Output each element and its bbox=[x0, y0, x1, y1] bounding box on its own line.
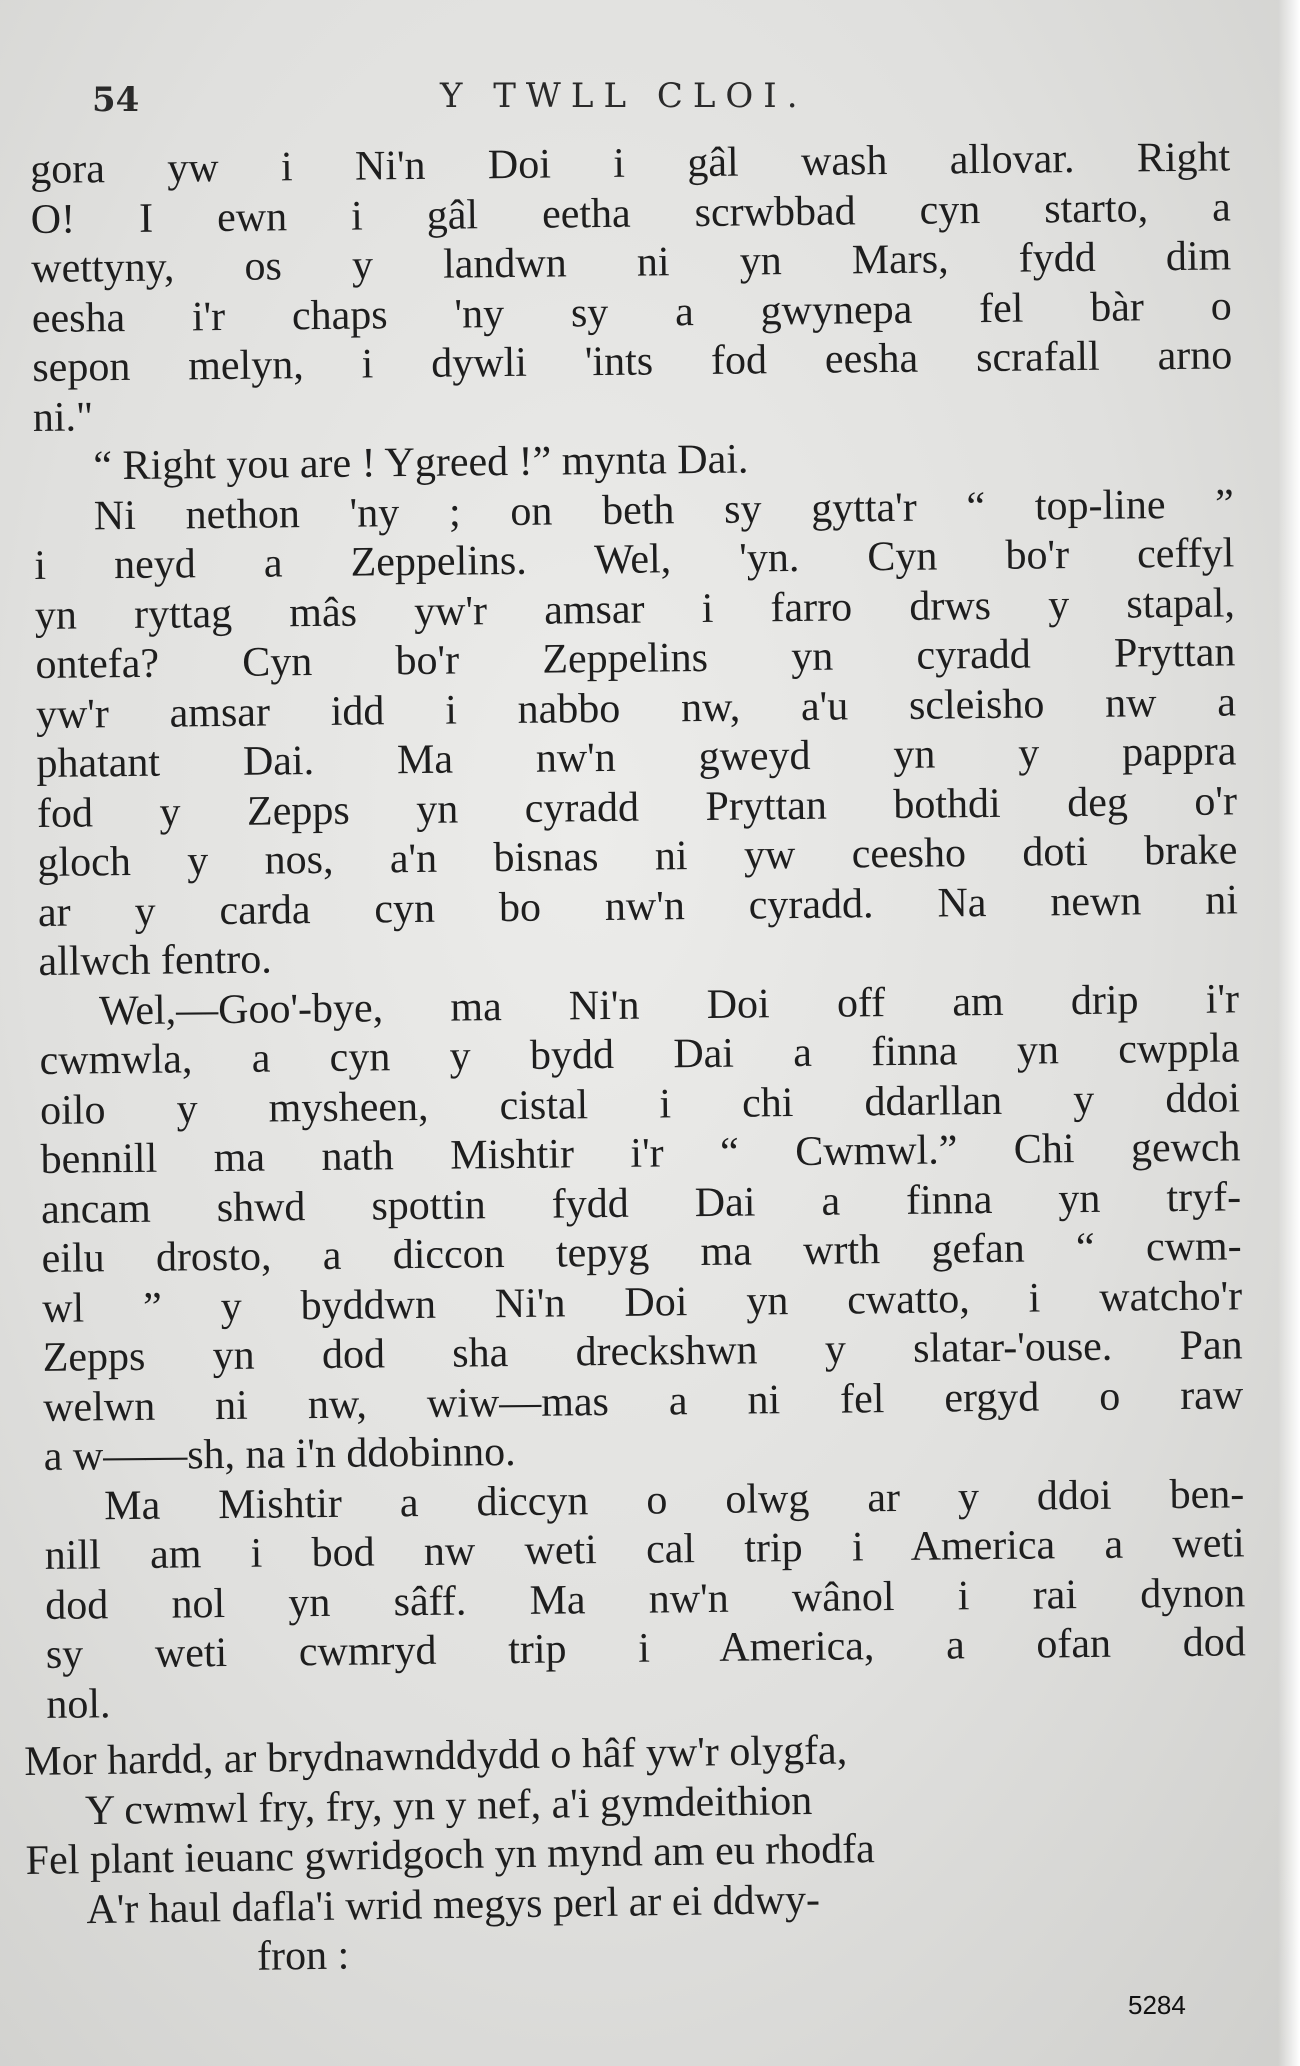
prose-line: gloch y nos, a'n bisnas ni yw ceesho doti brake bbox=[37, 827, 1238, 886]
prose-line: a w——sh, na i'n ddobinno. bbox=[43, 1428, 516, 1480]
catalog-number: 5284 bbox=[1128, 1990, 1186, 2020]
prose-line: yw'r amsar idd i nabbo nw, a'u scleisho nw a bbox=[35, 678, 1237, 738]
prose-line: ancam shwd spottin fydd Dai a finna yn tryf- bbox=[40, 1173, 1242, 1233]
prose-line: sy weti cwmryd trip i America, a ofan dod bbox=[45, 1619, 1246, 1678]
prose-line: ontefa? Cyn bo'r Zeppelins yn cyradd Pryttan bbox=[35, 629, 1236, 688]
prose-line: yn ryttag mâs yw'r amsar i farro drws y stapal, bbox=[34, 579, 1236, 639]
prose-line: ni." bbox=[32, 393, 94, 441]
page-header bbox=[80, 70, 1220, 130]
verse-line: A'r haul dafla'i wrid megys perl ar ei ddwy- bbox=[86, 1876, 821, 1933]
verse-line: Mor hardd, ar brydnawnddydd o hâf yw'r olygfa, bbox=[24, 1727, 848, 1785]
prose-line: welwn ni nw, wiw—mas a ni fel ergyd o raw bbox=[42, 1371, 1244, 1431]
prose-line: Zepps yn dod sha dreckshwn y slatar-'ouse. Pan bbox=[42, 1322, 1243, 1381]
prose-line: Ma Mishtir a diccyn o olwg ar y ddoi ben- bbox=[104, 1470, 1245, 1529]
prose-line: Ni nethon 'ny ; on beth sy gytta'r “ top-line ” bbox=[93, 480, 1235, 539]
prose-line: dod nol yn sâff. Ma nw'n wânol i rai dynon bbox=[45, 1569, 1246, 1629]
verse-line: fron : bbox=[256, 1932, 350, 1980]
prose-line: O! I ewn i gâl eetha scrwbbad cyn starto, a bbox=[30, 183, 1231, 243]
running-title: Y TWLL CLOI. bbox=[440, 76, 808, 116]
prose-line: wettyny, os y landwn ni yn Mars, fydd dim bbox=[31, 233, 1232, 292]
prose-line: bennill ma nath Mishtir i'r “ Cwmwl.” Chi gewch bbox=[40, 1124, 1241, 1183]
prose-line: phatant Dai. Ma nw'n gweyd yn y pappra bbox=[36, 728, 1237, 787]
prose-line: oilo y mysheen, cistal i chi ddarllan y ddoi bbox=[39, 1074, 1241, 1134]
prose-text-block bbox=[30, 133, 1247, 1729]
prose-line: Wel,—Goo'-bye, ma Ni'n Doi off am drip i'r bbox=[98, 975, 1240, 1034]
prose-line: nol. bbox=[46, 1680, 111, 1728]
page-number: 54 bbox=[92, 80, 140, 120]
page-edge-shadow bbox=[1278, 0, 1300, 2066]
prose-line: ar y carda cyn bo nw'n cyradd. Na newn ni bbox=[37, 876, 1239, 936]
verse-line: Y cwmwl fry, fry, yn y nef, a'i gymdeithion bbox=[84, 1777, 813, 1834]
prose-line: eesha i'r chaps 'ny sy a gwynepa fel bàr o bbox=[31, 282, 1232, 342]
prose-line: i neyd a Zeppelins. Wel, 'yn. Cyn bo'r ceffyl bbox=[34, 530, 1235, 589]
verse-stanza bbox=[24, 1719, 1247, 1984]
prose-line: fod y Zepps yn cyradd Pryttan bothdi deg o'r bbox=[36, 777, 1238, 837]
prose-line: allwch fentro. bbox=[38, 936, 273, 985]
prose-line: eilu drosto, a diccon tepyg ma wrth gefan “ cwm- bbox=[41, 1223, 1242, 1282]
verse-line: Fel plant ieuanc gwridgoch yn mynd am eu rhodfa bbox=[25, 1826, 876, 1884]
prose-line: “ Right you are ! Ygreed !” mynta Dai. bbox=[93, 436, 749, 490]
prose-line: nill am i bod nw weti cal trip i America a weti bbox=[44, 1520, 1245, 1579]
prose-line: wl ” y byddwn Ni'n Doi yn cwatto, i watcho'r bbox=[41, 1272, 1243, 1332]
prose-line: cwmwla, a cyn y bydd Dai a finna yn cwppla bbox=[39, 1025, 1240, 1084]
prose-line: sepon melyn, i dywli 'ints fod eesha scrafall arno bbox=[32, 332, 1233, 391]
prose-line: gora yw i Ni'n Doi i gâl wash allovar. Right bbox=[30, 134, 1231, 193]
